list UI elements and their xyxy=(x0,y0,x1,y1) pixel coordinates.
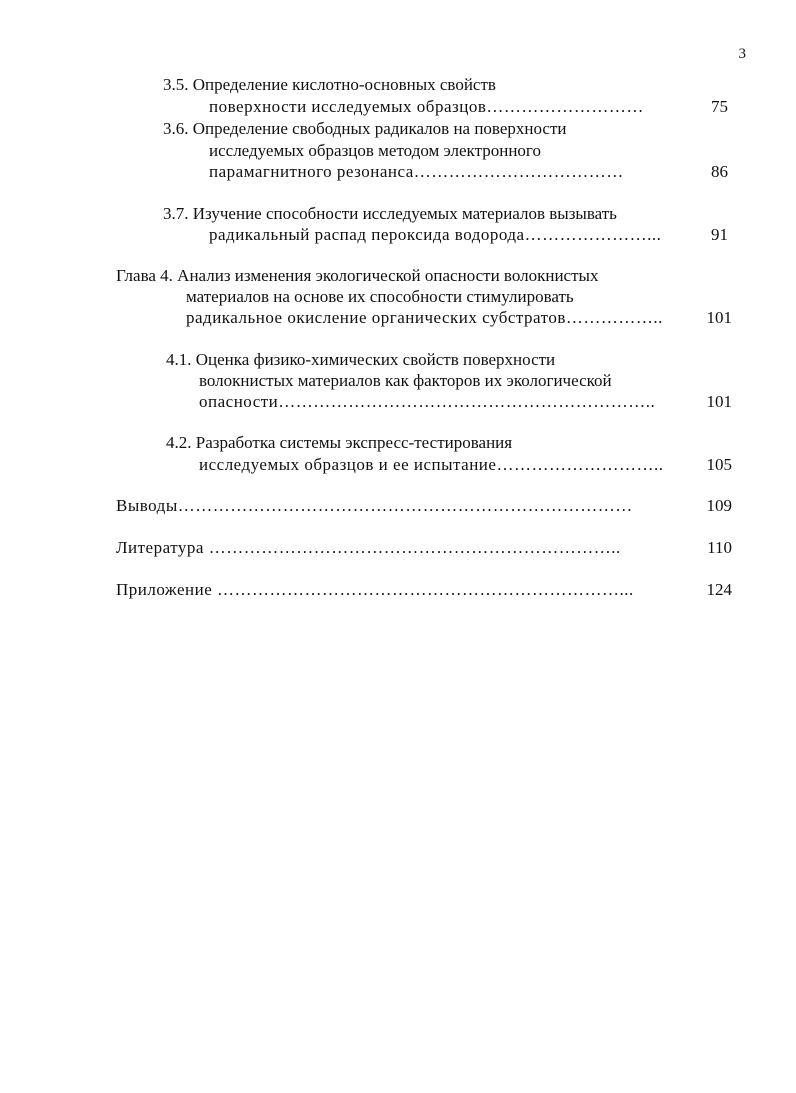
toc-entry-3-6-line-2: исследуемых образцов методом электронного xyxy=(209,141,541,160)
toc-references-page: 110 xyxy=(707,538,732,557)
toc-entry-3-7-page: 91 xyxy=(711,225,728,244)
toc-conclusions-page: 109 xyxy=(706,496,732,515)
toc-chapter-4-line-3: радикальное окисление органических субстратов…………….. xyxy=(186,308,663,327)
toc-appendix-page: 124 xyxy=(706,580,732,599)
toc-conclusions: Выводы…………………………………………………………………… xyxy=(116,496,633,515)
toc-chapter-4-line-1: Глава 4. Анализ изменения экологической опасности волокнистых xyxy=(116,266,599,285)
toc-entry-4-2-line-1: 4.2. Разработка системы экспресс-тестирования xyxy=(166,433,513,452)
toc-entry-3-6-line-1: 3.6. Определение свободных радикалов на поверхности xyxy=(163,119,567,138)
toc-entry-4-1-line-3: опасности……………………………………………………….. xyxy=(199,392,656,411)
toc-entry-4-2-line-2: исследуемых образцов и ее испытание……………………….. xyxy=(199,455,664,474)
page-number: 3 xyxy=(738,46,746,62)
toc-entry-3-7-line-2: радикальный распад пероксида водорода…………………... xyxy=(209,225,662,244)
toc-references: Литература …………………………………………………………….. xyxy=(116,538,621,557)
toc-entry-4-2-page: 105 xyxy=(706,455,732,474)
toc-chapter-4-page: 101 xyxy=(706,308,732,327)
toc-entry-3-7-line-1: 3.7. Изучение способности исследуемых материалов вызывать xyxy=(163,204,617,223)
toc-entry-3-5-page: 75 xyxy=(711,97,728,116)
toc-entry-3-5-line-2: поверхности исследуемых образцов……………………… xyxy=(209,97,644,116)
toc-entry-4-1-line-2: волокнистых материалов как факторов их экологической xyxy=(199,371,612,390)
toc-appendix: Приложение ……………………………………………………………... xyxy=(116,580,634,599)
toc-entry-3-6-page: 86 xyxy=(711,162,728,181)
toc-entry-4-1-page: 101 xyxy=(706,392,732,411)
toc-entry-4-1-line-1: 4.1. Оценка физико-химических свойств поверхности xyxy=(166,350,556,369)
toc-chapter-4-line-2: материалов на основе их способности стимулировать xyxy=(186,287,574,306)
toc-entry-3-6-line-3: парамагнитного резонанса……………………………… xyxy=(209,162,624,181)
toc-entry-3-5-line-1: 3.5. Определение кислотно-основных свойств xyxy=(163,75,496,94)
